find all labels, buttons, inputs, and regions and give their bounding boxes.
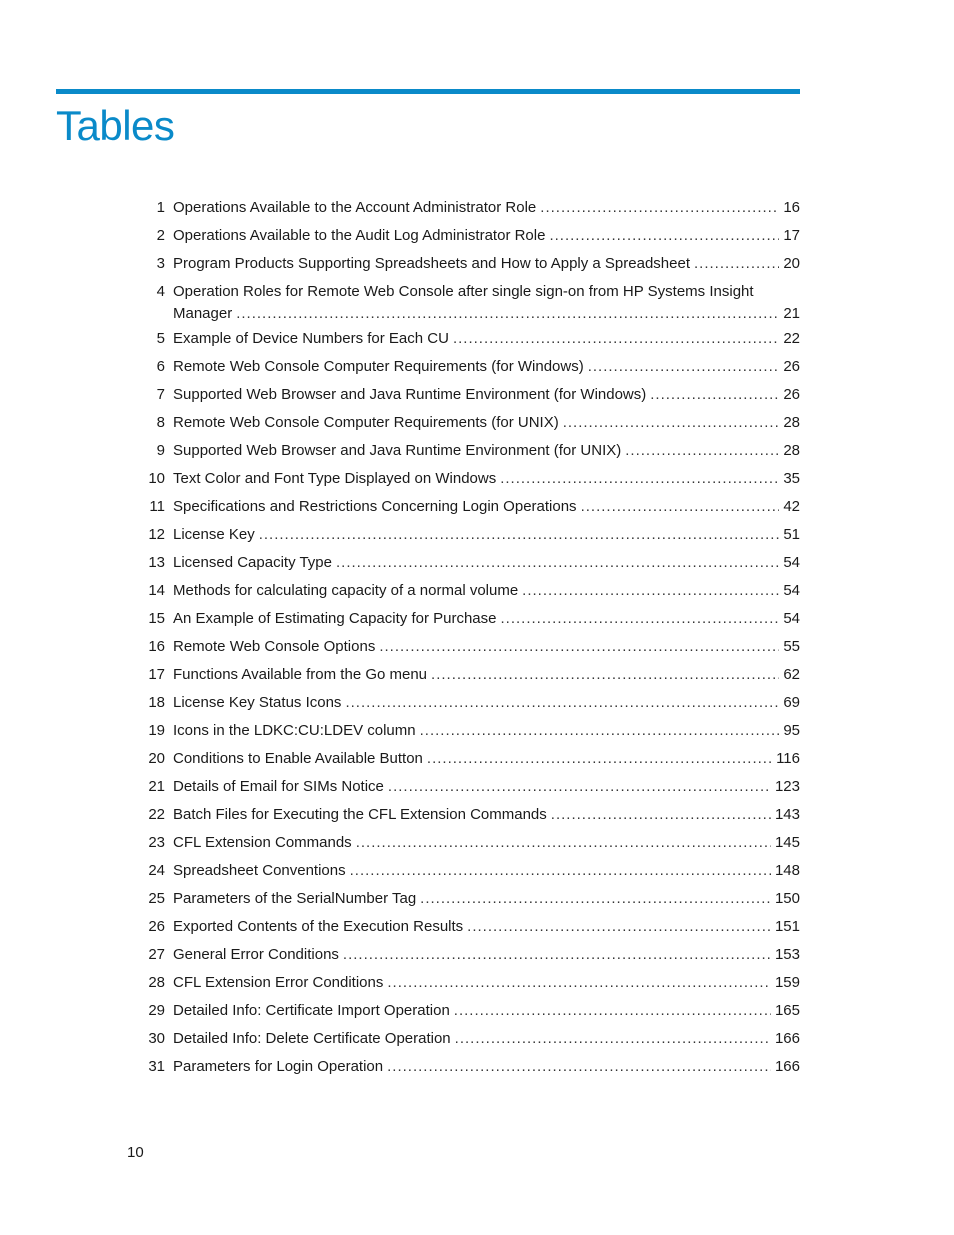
entry-page-number: 95 [783,722,800,739]
entry-number: 21 [148,778,165,795]
entry-number: 4 [156,283,165,300]
dot-leader [500,467,779,491]
entry-title: General Error Conditions [173,946,339,963]
page-number: 10 [127,1144,144,1161]
dot-leader [427,747,772,771]
entry-page-number: 145 [774,834,800,851]
dot-leader [387,1055,771,1079]
dot-leader [259,523,780,547]
entry-title: Detailed Info: Delete Certificate Operation [173,1030,451,1047]
entry-title: CFL Extension Commands [173,834,352,851]
entry-title: An Example of Estimating Capacity for Purchase [173,610,497,627]
entry-page-number: 28 [783,414,800,431]
entry-title: Detailed Info: Certificate Import Operation [173,1002,450,1019]
entry-number: 16 [148,638,165,655]
entry-page-number: 54 [783,582,800,599]
entry-page-number: 116 [776,750,800,767]
entry-title: Icons in the LDKC:CU:LDEV column [173,722,416,739]
entry-page-number: 159 [774,974,800,991]
entry-number: 3 [156,255,165,272]
dot-leader [387,971,771,995]
dot-leader [694,252,779,276]
entry-page-number: 26 [783,358,800,375]
entry-title: Supported Web Browser and Java Runtime Environment (for UNIX) [173,442,622,459]
entry-page-number: 123 [774,778,800,795]
entry-title: Details of Email for SIMs Notice [173,778,384,795]
dot-leader [453,327,779,351]
table-list-entry[interactable] [140,607,800,635]
entry-title: Methods for calculating capacity of a normal volume [173,582,519,599]
table-list-entry[interactable] [140,831,800,859]
dot-leader [650,383,779,407]
dot-leader [343,943,771,967]
entry-title: CFL Extension Error Conditions [173,974,384,991]
table-list-entry[interactable] [140,663,800,691]
page-title: Tables [56,102,175,149]
entry-page-number: 166 [774,1030,800,1047]
dot-leader [455,1027,771,1051]
dot-leader [500,607,779,631]
entry-page-number: 20 [783,255,800,272]
entry-number: 20 [148,750,165,767]
entry-title: Remote Web Console Options [173,638,376,655]
entry-number: 28 [148,974,165,991]
dot-leader [420,719,780,743]
table-list-entry[interactable] [140,467,800,495]
table-list-entry[interactable] [140,252,800,280]
dot-leader [581,495,780,519]
table-list-entry[interactable] [140,887,800,915]
dot-leader [467,915,771,939]
dot-leader [350,859,771,883]
dot-leader [356,831,771,855]
entry-page-number: 51 [783,526,800,543]
dot-leader [563,411,780,435]
entry-title: Exported Contents of the Execution Results [173,918,464,935]
dot-leader [551,803,771,827]
table-list-entry[interactable] [140,1055,800,1083]
entry-number: 10 [148,470,165,487]
table-list-entry[interactable] [140,523,800,551]
entry-number: 12 [148,526,165,543]
entry-page-number: 17 [783,227,800,244]
entry-title: Specifications and Restrictions Concerning Login Operations [173,498,577,515]
table-list-entry[interactable] [140,579,800,607]
tables-list [140,196,800,1083]
entry-number: 2 [156,227,165,244]
dot-leader [345,691,779,715]
entry-title: License Key Status Icons [173,694,342,711]
table-list-entry[interactable] [140,971,800,999]
table-list-entry[interactable] [140,551,800,579]
table-list-entry[interactable] [140,383,800,411]
entry-page-number: 55 [783,638,800,655]
table-list-entry[interactable] [140,747,800,775]
dot-leader [420,887,771,911]
table-list-entry[interactable] [140,196,800,224]
entry-page-number: 54 [783,610,800,627]
entry-title: Licensed Capacity Type [173,554,332,571]
table-list-entry[interactable] [140,439,800,467]
entry-number: 22 [148,806,165,823]
table-list-entry[interactable] [140,859,800,887]
entry-page-number: 151 [774,918,800,935]
entry-page-number: 21 [783,305,800,322]
entry-number: 31 [148,1058,165,1075]
entry-title: Functions Available from the Go menu [173,666,428,683]
table-list-entry[interactable] [140,224,800,252]
dot-leader [588,355,780,379]
entry-title: Remote Web Console Computer Requirements (for Windows) [173,358,584,375]
entry-page-number: 166 [774,1058,800,1075]
entry-title: Example of Device Numbers for Each CU [173,330,449,347]
entry-number: 24 [148,862,165,879]
entry-page-number: 62 [783,666,800,683]
table-list-entry[interactable] [140,719,800,747]
entry-number: 18 [148,694,165,711]
entry-page-number: 150 [774,890,800,907]
entry-title: Conditions to Enable Available Button [173,750,423,767]
dot-leader [454,999,771,1023]
entry-number: 7 [156,386,165,403]
entry-title: Remote Web Console Computer Requirements (for UNIX) [173,414,559,431]
entry-number: 9 [156,442,165,459]
entry-page-number: 54 [783,554,800,571]
entry-number: 25 [148,890,165,907]
entry-number: 8 [156,414,165,431]
entry-title: Parameters for Login Operation [173,1058,384,1075]
table-list-entry[interactable] [140,355,800,383]
entry-page-number: 42 [783,498,800,515]
entry-title: Operations Available to the Account Administrator Role [173,199,537,216]
entry-page-number: 35 [783,470,800,487]
dot-leader [388,775,771,799]
table-list-entry[interactable] [140,775,800,803]
entry-title: Operations Available to the Audit Log Administrator Role [173,227,546,244]
entry-page-number: 28 [783,442,800,459]
entry-page-number: 165 [774,1002,800,1019]
entry-page-number: 153 [774,946,800,963]
entry-title: Parameters of the SerialNumber Tag [173,890,417,907]
entry-page-number: 69 [783,694,800,711]
entry-page-number: 148 [774,862,800,879]
entry-number: 17 [148,666,165,683]
table-list-entry[interactable] [140,327,800,355]
dot-leader [336,551,779,575]
title-rule [56,89,800,94]
entry-number: 1 [156,199,165,216]
entry-number: 23 [148,834,165,851]
dot-leader [549,224,779,248]
table-list-entry[interactable] [140,803,800,831]
dot-leader [236,304,779,323]
dot-leader [379,635,779,659]
dot-leader [431,663,779,687]
entry-number: 14 [148,582,165,599]
entry-title: License Key [173,526,255,543]
entry-title: Program Products Supporting Spreadsheets and How to Apply a Spreadsheet [173,255,690,272]
entry-title: Operation Roles for Remote Web Console after single sign-on from HP Systems Insight [173,283,754,300]
dot-leader [522,579,779,603]
entry-title: Spreadsheet Conventions [173,862,346,879]
entry-number: 13 [148,554,165,571]
entry-title: Batch Files for Executing the CFL Extension Commands [173,806,547,823]
table-list-entry[interactable] [140,915,800,943]
dot-leader [625,439,779,463]
entry-title: Text Color and Font Type Displayed on Windows [173,470,497,487]
table-list-entry[interactable] [140,635,800,663]
entry-number: 11 [149,498,165,515]
entry-number: 29 [148,1002,165,1019]
table-list-entry[interactable] [140,691,800,719]
entry-number: 15 [148,610,165,627]
entry-page-number: 26 [783,386,800,403]
entry-title-continuation: Manager [173,305,233,322]
entry-page-number: 22 [783,330,800,347]
dot-leader [540,196,779,220]
table-list-entry[interactable] [140,1027,800,1055]
table-list-entry[interactable] [140,280,800,327]
entry-page-number: 143 [774,806,800,823]
entry-number: 27 [148,946,165,963]
table-list-entry[interactable] [140,943,800,971]
entry-number: 30 [148,1030,165,1047]
entry-page-number: 16 [783,199,800,216]
table-list-entry[interactable] [140,411,800,439]
entry-number: 5 [156,330,165,347]
entry-number: 26 [148,918,165,935]
entry-number: 6 [156,358,165,375]
entry-title: Supported Web Browser and Java Runtime Environment (for Windows) [173,386,647,403]
entry-number: 19 [148,722,165,739]
table-list-entry[interactable] [140,495,800,523]
table-list-entry[interactable] [140,999,800,1027]
